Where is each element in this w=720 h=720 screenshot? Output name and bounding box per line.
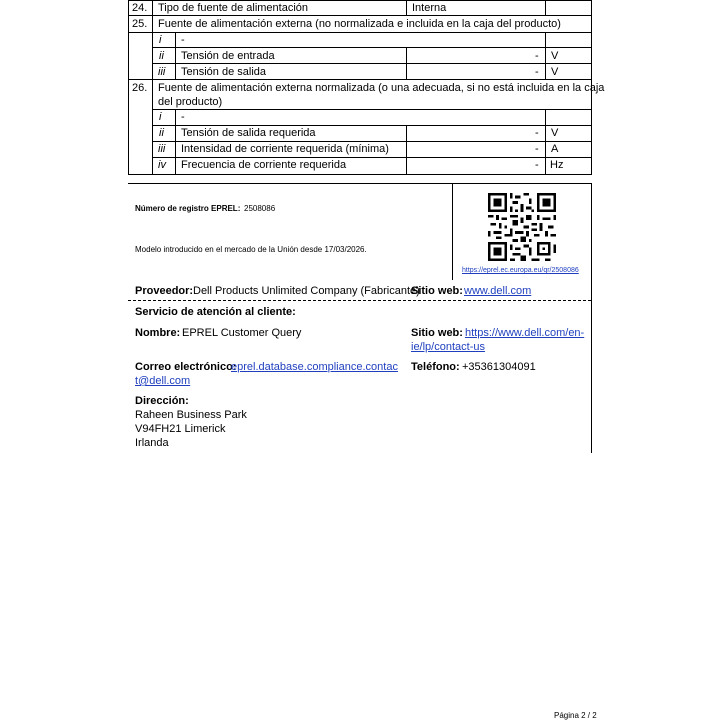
- row-26-sub-i-label: -: [181, 111, 185, 123]
- row-25-sub-iii-unit: V: [551, 66, 559, 78]
- row-25-sub-ii-numeral: ii: [159, 50, 164, 62]
- row-25-sub-ii-label: Tensión de entrada: [181, 50, 275, 62]
- row-26-sub-iv-label: Frecuencia de corriente requerida: [181, 159, 347, 171]
- phone-label: Teléfono:: [411, 361, 460, 373]
- row-26-sub-ii-value: -: [535, 127, 539, 139]
- row-26-label-line2: del producto): [158, 96, 223, 108]
- address-line-3: Irlanda: [135, 437, 169, 449]
- row-25-sub-ii-value: -: [535, 50, 539, 62]
- row-26-sub-iv-numeral: iv: [158, 159, 166, 171]
- row-25-sub-iii-numeral: iii: [158, 66, 166, 78]
- address-label: Dirección:: [135, 395, 189, 407]
- market-introduction-text: Modelo introducido en el mercado de la Unión desde 17/03/2026.: [135, 245, 367, 254]
- row-26-sub-ii-label: Tensión de salida requerida: [181, 127, 316, 139]
- row-26-sub-iii-numeral: iii: [158, 143, 166, 155]
- eprel-registration-label: Número de registro EPREL:: [135, 204, 241, 213]
- customer-name: EPREL Customer Query: [182, 327, 302, 339]
- row-26-number: 26.: [132, 82, 148, 94]
- supplier-name: Dell Products Unlimited Company (Fabricante): [193, 285, 420, 297]
- customer-name-label: Nombre:: [135, 327, 181, 339]
- row-26-sub-ii-unit: V: [551, 127, 559, 139]
- customer-web-link-line1[interactable]: https://www.dell.com/en-: [465, 327, 585, 339]
- qr-code-icon[interactable]: [488, 193, 556, 261]
- email-label: Correo electrónico:: [135, 361, 237, 373]
- row-24-value: Interna: [412, 2, 447, 14]
- row-26-sub-iv-unit: Hz: [550, 159, 564, 171]
- info-box-lines: [0, 180, 720, 460]
- address-line-2: V94FH21 Limerick: [135, 423, 226, 435]
- customer-web-link-line2[interactable]: ie/lp/contact-us: [411, 341, 485, 353]
- eprel-registration-number: 2508086: [244, 204, 276, 213]
- supplier-web-link[interactable]: www.dell.com: [464, 285, 532, 297]
- row-25-label: Fuente de alimentación externa (no normalizada e incluida en la caja del producto): [158, 18, 561, 30]
- row-25-number: 25.: [132, 18, 148, 30]
- row-26-sub-iii-value: -: [535, 143, 539, 155]
- phone-number: +35361304091: [462, 361, 536, 373]
- row-26-sub-iii-unit: A: [551, 143, 559, 155]
- email-link-line2[interactable]: t@dell.com: [135, 375, 191, 387]
- customer-web-label: Sitio web:: [411, 327, 463, 339]
- supplier-label: Proveedor:: [135, 285, 194, 297]
- row-26-sub-i-numeral: i: [159, 111, 162, 123]
- row-26-sub-iii-label: Intensidad de corriente requerida (mínima): [181, 143, 389, 155]
- page-number: Página 2 / 2: [554, 711, 597, 720]
- row-24-label: Tipo de fuente de alimentación: [158, 2, 309, 14]
- row-25-sub-iii-value: -: [535, 66, 539, 78]
- qr-url-link[interactable]: https://eprel.ec.europa.eu/qr/2508086: [462, 267, 579, 274]
- row-26-sub-ii-numeral: ii: [159, 127, 164, 139]
- row-26-label-line1: Fuente de alimentación externa normalizada (o una adecuada, si no está incluida en la caja: [158, 82, 605, 94]
- row-25-sub-ii-unit: V: [551, 50, 559, 62]
- supplier-web-label: Sitio web:: [411, 285, 463, 297]
- row-26-sub-iv-value: -: [535, 159, 539, 171]
- row-24-number: 24.: [132, 2, 148, 14]
- row-25-sub-iii-label: Tensión de salida: [181, 66, 267, 78]
- row-25-sub-i-numeral: i: [159, 34, 162, 46]
- address-line-1: Raheen Business Park: [135, 409, 247, 421]
- email-link-line1[interactable]: eprel.database.compliance.contac: [231, 361, 398, 373]
- row-25-sub-i-label: -: [181, 34, 185, 46]
- customer-service-heading: Servicio de atención al cliente:: [135, 306, 296, 318]
